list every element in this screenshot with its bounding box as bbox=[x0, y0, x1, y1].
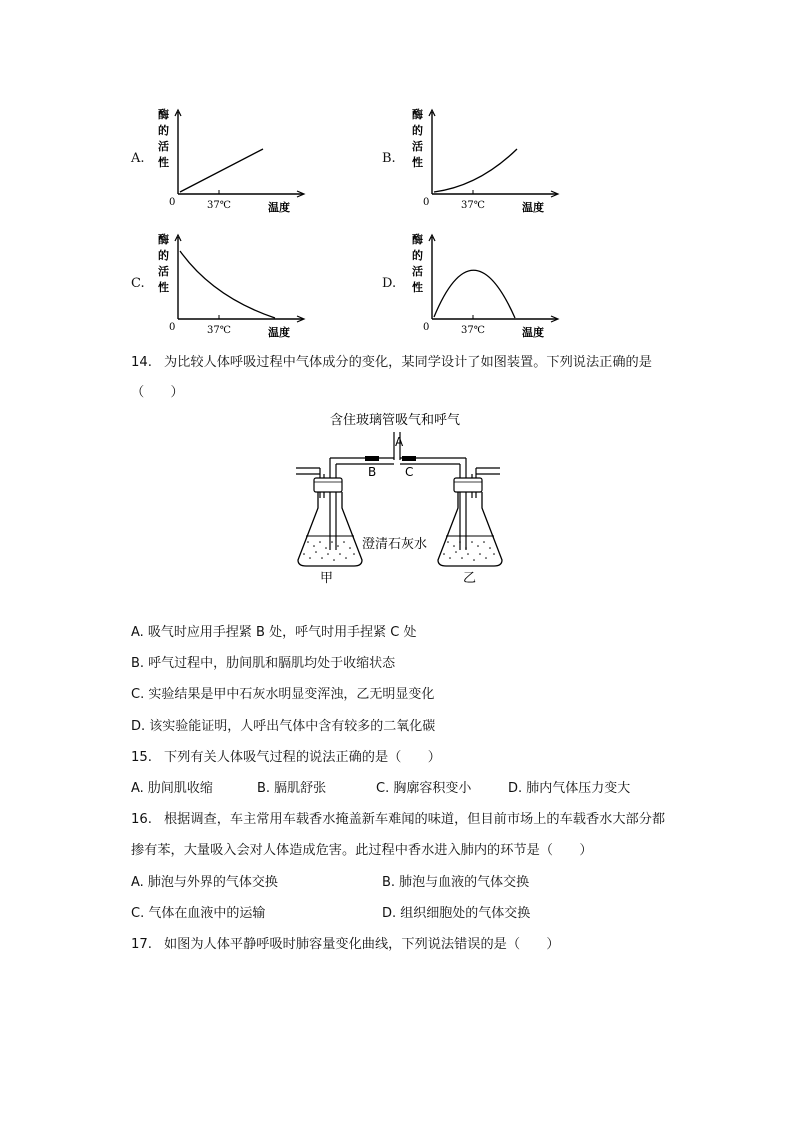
y-label-char: 的 bbox=[158, 124, 169, 137]
tick-37-label: 37℃ bbox=[461, 325, 485, 336]
q16-choice-b[interactable]: B. 肺泡与血液的气体交换 bbox=[382, 875, 530, 890]
y-label-char: 活 bbox=[158, 140, 169, 153]
origin-label: 0 bbox=[423, 322, 430, 333]
label-a: A bbox=[395, 435, 404, 449]
q14-choice-d[interactable]: D. 该实验能证明，人呼出气体中含有较多的二氧化碳 bbox=[131, 719, 436, 734]
curve-exponential bbox=[434, 149, 517, 192]
y-label-char: 性 bbox=[412, 156, 423, 169]
question-16-stem-line1: 16. 根据调查，车主常用车载香水掩盖新车难闻的味道，但目前市场上的车载香水大部分都 bbox=[131, 812, 666, 827]
question-14-paren: （ ） bbox=[131, 385, 184, 400]
clamp-b bbox=[365, 456, 379, 461]
stopper-left bbox=[314, 478, 342, 492]
origin-label: 0 bbox=[423, 197, 430, 208]
liquid-label: 澄清石灰水 bbox=[362, 537, 428, 552]
label-b: B bbox=[368, 465, 377, 479]
clamp-c bbox=[402, 456, 416, 461]
curve-linear bbox=[180, 149, 263, 192]
y-label-char: 性 bbox=[412, 281, 423, 294]
q15-choice-d[interactable]: D. 肺内气体压力变大 bbox=[508, 781, 631, 796]
question-14-stem: 14. 为比较人体呼吸过程中气体成分的变化，某同学设计了如图装置。下列说法正确的是 bbox=[131, 355, 652, 370]
flask-right bbox=[438, 492, 502, 566]
y-label-char: 性 bbox=[158, 281, 169, 294]
curve-peak bbox=[434, 270, 515, 318]
q15-choice-a[interactable]: A. 肋间肌收缩 bbox=[131, 781, 213, 796]
y-label-char: 活 bbox=[158, 265, 169, 278]
tick-37-label: 37℃ bbox=[207, 200, 231, 211]
option-d-label: D. bbox=[382, 276, 397, 291]
enzyme-graph-d bbox=[409, 229, 569, 341]
respiration-apparatus-diagram bbox=[290, 408, 510, 588]
question-17-stem: 17. 如图为人体平静呼吸时肺容量变化曲线，下列说法错误的是（ ） bbox=[131, 937, 560, 952]
y-label-char: 的 bbox=[412, 124, 423, 137]
q16-choice-a[interactable]: A. 肺泡与外界的气体交换 bbox=[131, 875, 278, 890]
y-label-char: 酶 bbox=[412, 233, 423, 246]
q16-choice-d[interactable]: D. 组织细胞处的气体交换 bbox=[382, 906, 531, 921]
enzyme-graph-c bbox=[155, 229, 315, 341]
tick-37-label: 37℃ bbox=[207, 325, 231, 336]
y-label-char: 活 bbox=[412, 265, 423, 278]
enzyme-graph-b bbox=[409, 104, 569, 216]
q15-choice-c[interactable]: C. 胸廓容积变小 bbox=[376, 781, 472, 796]
stopper-right bbox=[454, 478, 482, 492]
liquid-dots-right bbox=[443, 541, 495, 561]
y-label-char: 的 bbox=[412, 249, 423, 262]
apparatus-caption: 含住玻璃管吸气和呼气 bbox=[330, 413, 461, 428]
y-label-char: 酶 bbox=[412, 108, 423, 121]
curve-decay bbox=[180, 251, 275, 318]
q15-choice-b[interactable]: B. 膈肌舒张 bbox=[257, 781, 327, 796]
y-label-char: 酶 bbox=[158, 108, 169, 121]
origin-label: 0 bbox=[169, 197, 176, 208]
tick-37-label: 37℃ bbox=[461, 200, 485, 211]
x-axis-label: 温度 bbox=[522, 326, 544, 339]
left-flask-label: 甲 bbox=[320, 571, 334, 586]
right-flask-label: 乙 bbox=[463, 571, 477, 586]
q14-choice-c[interactable]: C. 实验结果是甲中石灰水明显变浑浊，乙无明显变化 bbox=[131, 687, 435, 702]
q14-choice-b[interactable]: B. 呼气过程中，肋间肌和膈肌均处于收缩状态 bbox=[131, 656, 396, 671]
option-b-label: B. bbox=[382, 151, 396, 166]
enzyme-graph-a bbox=[155, 104, 315, 216]
liquid-dots-left bbox=[303, 541, 355, 561]
y-label-char: 性 bbox=[158, 156, 169, 169]
label-c: C bbox=[405, 465, 414, 479]
x-axis-label: 温度 bbox=[522, 201, 544, 214]
question-16-stem-line2: 掺有苯，大量吸入会对人体造成危害。此过程中香水进入肺内的环节是（ ） bbox=[131, 843, 593, 858]
q14-choice-a[interactable]: A. 吸气时应用手捏紧 B 处，呼气时用手捏紧 C 处 bbox=[131, 625, 417, 640]
y-label-char: 活 bbox=[412, 140, 423, 153]
option-a-label: A. bbox=[131, 151, 145, 166]
y-label-char: 的 bbox=[158, 249, 169, 262]
x-axis-label: 温度 bbox=[268, 201, 290, 214]
q16-choice-c[interactable]: C. 气体在血液中的运输 bbox=[131, 906, 266, 921]
y-label-char: 酶 bbox=[158, 233, 169, 246]
question-15-stem: 15. 下列有关人体吸气过程的说法正确的是（ ） bbox=[131, 750, 441, 765]
x-axis-label: 温度 bbox=[268, 326, 290, 339]
option-c-label: C. bbox=[131, 276, 145, 291]
origin-label: 0 bbox=[169, 322, 176, 333]
